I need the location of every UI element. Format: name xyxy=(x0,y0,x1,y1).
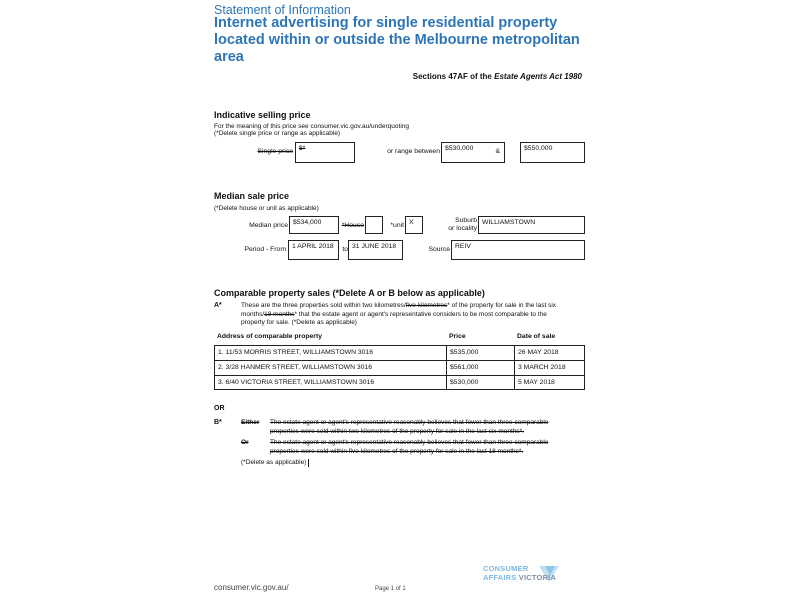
period-from-field[interactable] xyxy=(288,240,339,260)
document-header-label: Statement of Information xyxy=(214,3,351,17)
logo-word-affairs: AFFAIRS xyxy=(483,573,517,582)
either-text-line-1: The estate agent or agent's representative reasonably believes that fewer than three comparable xyxy=(270,419,549,426)
or2-text-line-1: The estate agent or agent's representative reasonably believes that fewer than three comparable xyxy=(270,439,549,446)
sections-reference xyxy=(413,72,582,81)
row-date[interactable]: 5 MAY 2018 xyxy=(518,379,555,386)
option-a-text xyxy=(241,302,591,328)
suburb-label-line-2: or locality xyxy=(448,225,477,232)
option-a-strike-1: five kilometres xyxy=(405,302,448,309)
document-title: Internet advertising for single residential property located within or outside the Melbourne metropolitan area xyxy=(214,15,580,65)
source-field[interactable] xyxy=(451,240,585,260)
median-note: (*Delete house or unit as applicable) xyxy=(214,205,319,212)
or2-label: Or xyxy=(241,439,249,446)
period-to-value: 31 JUNE 2018 xyxy=(352,243,397,250)
range-low-value: $530,000 xyxy=(445,145,474,152)
sections-prefix: Sections 47AF of the xyxy=(412,72,495,81)
unit-value: X xyxy=(409,219,414,226)
logo-line-2 xyxy=(483,573,556,582)
option-a-text-part-3: months/ xyxy=(241,310,265,318)
either-text-line-2: properties were sold within two kilometres of the property for sale in the last six months*. xyxy=(270,427,524,435)
row-date[interactable]: 26 MAY 2018 xyxy=(518,349,559,356)
row-price[interactable]: $530,000 xyxy=(447,376,515,389)
table-row xyxy=(214,360,585,375)
option-a-text-part-5: property for sale. (*Delete as applicable) xyxy=(241,319,357,326)
range-ampersand: & xyxy=(495,148,500,155)
row-address[interactable]: 2. 3/28 HANMER STREET, WILLIAMSTOWN 3016 xyxy=(215,361,447,375)
median-price-value: $534,000 xyxy=(293,219,322,226)
unit-field[interactable] xyxy=(405,216,423,234)
logo-line-1: CONSUMER xyxy=(483,564,529,573)
period-from-label: Period - From xyxy=(244,246,286,253)
median-heading: Median sale price xyxy=(214,191,290,201)
comparable-heading: Comparable property sales (*Delete A or B below as applicable) xyxy=(214,288,485,298)
row-date[interactable]: 3 MARCH 2018 xyxy=(518,364,566,371)
range-label: or range between xyxy=(387,148,440,155)
unit-label: *unit xyxy=(390,222,404,229)
or2-text xyxy=(270,439,570,456)
house-field[interactable] xyxy=(365,216,383,234)
footer-url[interactable]: consumer.vic.gov.au/ xyxy=(214,583,289,592)
single-price-value: $* xyxy=(299,145,306,152)
suburb-value: WILLIAMSTOWN xyxy=(482,219,536,226)
row-price[interactable]: $535,000 xyxy=(447,346,515,360)
col-header-date: Date of sale xyxy=(517,333,556,340)
either-label: Either xyxy=(241,419,260,426)
table-row xyxy=(214,345,585,360)
suburb-label xyxy=(430,217,477,233)
comparable-table xyxy=(214,333,585,390)
suburb-field[interactable] xyxy=(478,216,585,234)
single-price-label: Single price xyxy=(257,148,293,155)
period-to-label: to xyxy=(342,246,348,253)
option-a-text-part-4: * that the estate agent or agent's representative considers to be most comparable to the xyxy=(294,310,547,318)
comparable-table-header xyxy=(214,333,585,345)
option-a-text-part-2: * of the property for sale in the last six xyxy=(447,302,557,309)
sections-act: Estate Agents Act 1980 xyxy=(494,72,582,81)
or-separator: OR xyxy=(214,405,225,412)
logo-word-victoria: VICTORIA xyxy=(518,573,557,582)
row-price[interactable]: $561,000 xyxy=(447,361,515,375)
row-address[interactable]: 3. 6/40 VICTORIA STREET, WILLIAMSTOWN 3016 xyxy=(215,376,447,389)
median-price-field[interactable] xyxy=(289,216,339,234)
or2-text-line-2: properties were sold within five kilometres of the property for sale in the last 18 months*. xyxy=(270,447,524,455)
row-address[interactable]: 1. 11/53 MORRIS STREET, WILLIAMSTOWN 3016 xyxy=(215,346,447,360)
indicative-heading: Indicative selling price xyxy=(214,110,311,120)
option-a-text-part-1: These are the three properties sold within two kilometres/ xyxy=(241,302,406,309)
option-b-marker: B* xyxy=(214,419,222,426)
range-high-field[interactable] xyxy=(520,142,585,163)
range-high-value: $550,000 xyxy=(524,145,553,152)
period-from-value: 1 APRIL 2018 xyxy=(292,243,334,250)
median-price-label: Median price xyxy=(249,222,288,229)
page-number: Page 1 of 1 xyxy=(375,586,406,592)
indicative-note-1: For the meaning of this price see consumer.vic.gov.au/underquoting xyxy=(214,123,409,130)
delete-note: (*Delete as applicable) xyxy=(241,459,309,467)
col-header-price: Price xyxy=(449,333,466,340)
option-a-marker: A* xyxy=(214,302,222,309)
table-row xyxy=(214,375,585,390)
single-price-field[interactable] xyxy=(295,142,355,163)
source-label: Source xyxy=(428,246,450,253)
period-to-field[interactable] xyxy=(348,240,403,260)
either-text xyxy=(270,419,570,436)
suburb-label-line-1: Suburb xyxy=(455,217,477,224)
house-label: *House xyxy=(341,222,364,229)
consumer-affairs-victoria-logo xyxy=(483,560,593,586)
indicative-note-2: (*Delete single price or range as applicable) xyxy=(214,130,341,137)
col-header-address: Address of comparable property xyxy=(217,333,322,340)
source-value: REIV xyxy=(455,243,471,250)
option-a-strike-2: 18 months xyxy=(264,310,295,318)
